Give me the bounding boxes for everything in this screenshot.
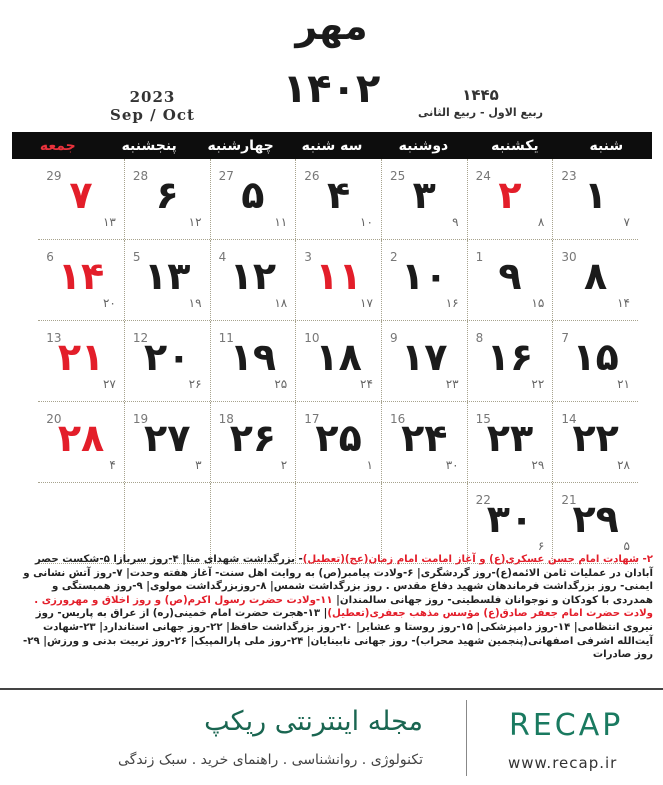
hijri-day-number: ۲۴ [360,377,373,391]
day-cell[interactable] [38,240,124,320]
footer-title: مجله اینترنتی ریکپ [204,706,423,737]
weekday-label: شنبه [589,137,624,154]
gregorian-day-number: 10 [304,331,320,345]
hijri-day-number: ۱۵ [531,296,545,310]
hijri-day-number: ۳ [195,458,202,472]
day-cell[interactable] [124,240,210,320]
persian-day-number: ۲۲ [572,416,619,460]
day-cell[interactable] [295,402,381,482]
day-cell[interactable] [552,483,638,563]
gregorian-day-number: 2 [389,250,398,264]
week-row [38,240,638,321]
day-cell[interactable] [124,402,210,482]
footer-separator [466,700,467,776]
day-cell[interactable] [552,240,638,320]
calendar-grid [38,159,638,564]
persian-day-number: ۲ [498,173,522,217]
hijri-day-number: ۱۰ [360,215,373,229]
persian-day-number: ۱۶ [486,335,534,379]
weekday-label: پنجشنبه [121,137,177,154]
footer-divider [0,688,663,690]
persian-day-number: ۳ [412,173,436,217]
weekday-label: سه شنبه [301,137,363,154]
persian-day-number: ۱۴ [57,254,105,298]
day-cell[interactable] [467,483,553,563]
gregorian-day-number: 3 [304,250,312,264]
persian-day-number: ۱۲ [229,254,277,298]
hijri-day-number: ۲۳ [445,377,459,391]
day-cell[interactable] [381,321,467,401]
day-cell[interactable] [381,159,467,239]
hijri-day-number: ۱۶ [445,296,459,310]
persian-day-number: ۲۵ [315,416,362,460]
hijri-day-number: ۲۶ [188,377,202,391]
gregorian-day-number: 14 [561,412,577,426]
day-cell[interactable] [552,159,638,239]
gregorian-day-number: 30 [561,250,577,264]
persian-day-number: ۲۰ [144,335,191,379]
gregorian-day-number: 28 [132,169,149,183]
event-text: - بزرگداشت شهدای منا| ۴-روز سربازا ۵-شکست حصر آبادان در عملیات ثامن الائمه(ع)-روز گردشگری| ۶-ولادت پیامبر(ص) به روایت اهل سنت- آغاز هفته وحدت| ۷-روز آتش نشانی و ایمنی- روز بزرگداشت فرماندهان شهید دفاع مقدس . روز بزرگداشت شمس| ۸-روزبزرگداشت مولوی| ۹-روز همبستگی و همدردی با کودکان و نوجوانان فلسطینی- روز جهانی سالمندان| [23,554,653,606]
persian-day-number: ۲۹ [572,497,619,541]
day-cell[interactable] [210,159,296,239]
persian-day-number: ۹ [498,254,522,298]
persian-day-number: ۶ [155,173,179,217]
gregorian-info [110,88,195,124]
day-cell[interactable] [381,240,467,320]
hijri-day-number: ۱ [366,458,373,472]
recap-logo: RECAP [509,708,624,743]
persian-day-number: ۷ [69,173,93,217]
week-row [38,159,638,240]
day-cell[interactable] [467,159,553,239]
day-cell[interactable] [552,321,638,401]
persian-day-number: ۳۰ [486,497,534,541]
weekday-label: دوشنبه [398,137,449,154]
week-row [38,483,638,564]
hijri-day-number: ۴ [109,458,116,472]
day-cell[interactable] [38,321,124,401]
weekday-header [12,132,652,159]
gregorian-day-number: 4 [218,250,227,264]
footer-subtitle: تکنولوژی . روانشناسی . راهنمای خرید . سبک زندگی [118,752,423,768]
persian-day-number: ۱۵ [572,335,619,379]
hijri-year: ۱۴۴۵ [462,86,499,104]
gregorian-day-number: 21 [561,493,577,507]
persian-day-number: ۲۸ [57,416,105,460]
day-cell[interactable] [552,402,638,482]
gregorian-day-number: 24 [475,169,491,183]
gregorian-day-number: 15 [475,412,491,426]
hijri-day-number: ۲ [280,458,288,472]
gregorian-day-number: 27 [218,169,234,183]
year-title: ۱۴۰۲ [282,66,381,112]
day-cell [381,483,467,563]
hijri-day-number: ۲۱ [617,377,630,391]
hijri-day-number: ۲۰ [102,296,116,310]
persian-day-number: ۱۳ [144,254,191,298]
gregorian-months: Sep / Oct [110,106,195,124]
gregorian-day-number: 13 [46,331,62,345]
event-text: ۱۱-ولادت حضرت رسول اکرم(ص) و روز اخلاق و مهرورزی . ولادت حضرت امام جعفر صادق(ع) مؤسس مذهب جعفری(تعطیل) [34,594,653,620]
gregorian-day-number: 8 [475,331,484,345]
day-cell[interactable] [124,159,210,239]
day-cell [124,483,210,563]
event-text: | ۱۳-هجرت حضرت امام خمینی(ره) از عراق به پاریس- روز نیروی انتظامی| ۱۴-روز دامپزشکی| ۱۵-روز روستا و عشایر| ۲۰-روز بزرگداشت حافظ| ۲۲-روز جهانی استاندارد| ۲۳-شهادت آیت‌الله اشرفی اصفهانی(پنجمین شهید محراب)- روز جهانی نابینایان| ۲۴-روز ملی پارالمپیک| ۲۶-روز تربیت بدنی و ورزش| ۲۹-روز صادرات [23,608,653,661]
persian-day-number: ۲۱ [57,335,105,379]
day-cell[interactable] [210,402,296,482]
weekday-label: یکشنبه [491,137,539,154]
gregorian-year: 2023 [129,88,176,106]
hijri-months: ربیع الاول - ربیع الثانی [418,106,543,119]
day-cell[interactable] [467,402,553,482]
website-link[interactable]: www.recap.ir [508,754,618,772]
gregorian-day-number: 11 [218,331,234,345]
gregorian-day-number: 18 [218,412,234,426]
gregorian-day-number: 1 [475,250,484,264]
hijri-day-number: ۹ [452,215,459,229]
hijri-day-number: ۱۹ [188,296,202,310]
persian-day-number: ۱۰ [401,254,448,298]
day-cell[interactable] [467,321,553,401]
hijri-day-number: ۳۰ [445,458,459,472]
day-cell [210,483,296,563]
gregorian-day-number: 29 [46,169,62,183]
persian-day-number: ۱۹ [229,335,277,379]
hijri-day-number: ۵ [623,539,630,553]
day-cell[interactable] [295,240,381,320]
hijri-day-number: ۶ [537,539,545,553]
day-cell[interactable] [295,159,381,239]
gregorian-day-number: 19 [132,412,149,426]
day-cell[interactable] [38,402,124,482]
hijri-day-number: ۲۹ [531,458,545,472]
persian-day-number: ۲۷ [144,416,191,460]
weekday-label: جمعه [39,137,76,154]
day-cell[interactable] [381,402,467,482]
gregorian-day-number: 25 [389,169,406,183]
hijri-day-number: ۱۱ [274,215,288,229]
persian-day-number: ۲۳ [486,416,534,460]
hijri-day-number: ۲۵ [274,377,288,391]
persian-day-number: ۲۶ [229,416,277,460]
persian-day-number: ۱۱ [315,254,362,298]
day-cell [295,483,381,563]
gregorian-day-number: 7 [561,331,569,345]
event-text: ۲- شهادت امام حسن عسکری(ع) و آغاز امامت امام زمان(عج)(تعطیل) [302,554,653,565]
gregorian-day-number: 23 [561,169,577,183]
day-cell[interactable] [295,321,381,401]
hijri-day-number: ۱۴ [617,296,630,310]
gregorian-day-number: 5 [132,250,141,264]
hijri-day-number: ۸ [537,215,545,229]
day-cell [38,483,124,563]
week-row [38,321,638,402]
hijri-day-number: ۱۲ [188,215,202,229]
day-cell[interactable] [467,240,553,320]
hijri-day-number: ۱۸ [274,296,288,310]
persian-day-number: ۵ [241,173,265,217]
persian-day-number: ۱ [584,173,608,217]
week-row [38,402,638,483]
persian-day-number: ۴ [326,173,351,217]
persian-day-number: ۱۷ [401,335,448,379]
day-cell[interactable] [124,321,210,401]
weekday-label: چهارشنبه [207,137,274,154]
hijri-day-number: ۱۷ [360,296,373,310]
gregorian-day-number: 20 [46,412,62,426]
gregorian-day-number: 9 [389,331,398,345]
hijri-day-number: ۷ [623,215,630,229]
day-cell[interactable] [210,240,296,320]
persian-day-number: ۱۸ [315,335,362,379]
events-list [10,553,653,662]
gregorian-day-number: 16 [389,412,406,426]
hijri-info [418,86,543,119]
day-cell[interactable] [38,159,124,239]
gregorian-day-number: 17 [304,412,320,426]
hijri-day-number: ۲۷ [102,377,116,391]
day-cell[interactable] [210,321,296,401]
hijri-day-number: ۲۸ [617,458,630,472]
persian-day-number: ۸ [584,254,608,298]
gregorian-day-number: 6 [46,250,54,264]
month-title: مهر [295,4,368,48]
gregorian-day-number: 12 [132,331,149,345]
persian-day-number: ۲۴ [401,416,448,460]
gregorian-day-number: 22 [475,493,491,507]
gregorian-day-number: 26 [304,169,320,183]
hijri-day-number: ۱۳ [102,215,116,229]
hijri-day-number: ۲۲ [531,377,545,391]
